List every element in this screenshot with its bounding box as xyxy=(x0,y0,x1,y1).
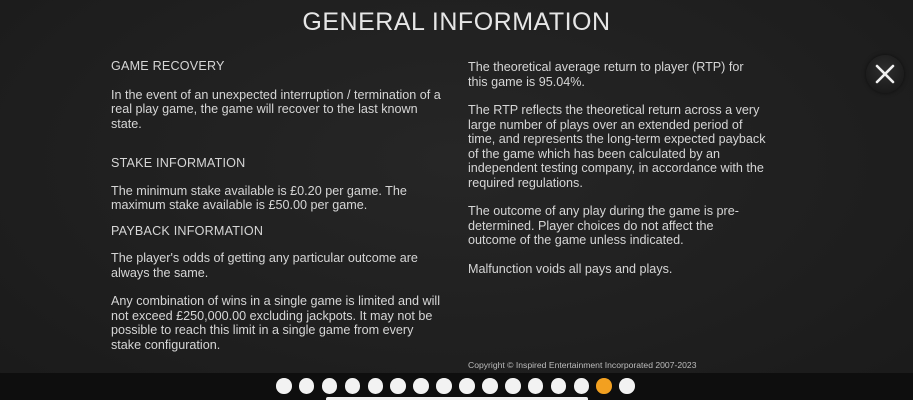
page-dot-5[interactable] xyxy=(368,378,384,394)
payback-text-2: Any combination of wins in a single game is limited and will not exceed £250,000.00 excluding jackpots. It may not be possible to reach this limit in a single game from every stake configuration. xyxy=(111,294,440,352)
payback-text-1: The player's odds of getting any particular outcome are always the same. xyxy=(111,251,418,280)
page-dot-10[interactable] xyxy=(482,378,498,394)
close-icon xyxy=(875,64,895,84)
page-dot-16[interactable] xyxy=(619,378,635,394)
right-column xyxy=(468,60,778,276)
stake-text: The minimum stake available is £0.20 per game. The maximum stake available is £50.00 per game. xyxy=(111,183,407,212)
game-recovery-text: In the event of an unexpected interruption / termination of a real play game, the game will recover to the last known state. xyxy=(111,87,441,131)
page-indicator xyxy=(276,378,635,394)
page-dot-13[interactable] xyxy=(551,378,567,394)
page-dot-6[interactable] xyxy=(390,378,406,394)
payback-heading: PAYBACK INFORMATION xyxy=(111,223,264,238)
page-dot-12[interactable] xyxy=(528,378,544,394)
page-title: GENERAL INFORMATION xyxy=(302,8,611,36)
game-recovery-heading: GAME RECOVERY xyxy=(111,59,225,73)
stake-heading: STAKE INFORMATION xyxy=(111,156,246,170)
page-dot-2[interactable] xyxy=(299,378,315,394)
page-dot-4[interactable] xyxy=(345,378,361,394)
malfunction-text: Malfunction voids all pays and plays. xyxy=(468,261,673,276)
outcome-text: The outcome of any play during the game is pre-determined. Player choices do not affect the outcome of the game unless indicated. xyxy=(468,204,739,247)
page-dot-9[interactable] xyxy=(459,378,475,394)
page-dot-1[interactable] xyxy=(276,378,292,394)
rtp-detail-text: The RTP reflects the theoretical return across a very large number of plays over an extended period of time, and represents the long-term expected payback of the game which has been calculated by an independent testing company, in accordance with the required regulations. xyxy=(468,103,766,190)
page-dot-15[interactable] xyxy=(596,378,612,394)
page-dot-7[interactable] xyxy=(413,378,429,394)
page-dot-3[interactable] xyxy=(322,378,338,394)
page-dot-14[interactable] xyxy=(574,378,590,394)
copyright-text: Copyright © Inspired Entertainment Incorporated 2007-2023 xyxy=(468,360,697,370)
left-column xyxy=(111,59,451,352)
page-dot-8[interactable] xyxy=(436,378,452,394)
close-button[interactable] xyxy=(866,55,904,93)
rtp-text: The theoretical average return to player (RTP) for this game is 95.04%. xyxy=(468,60,744,89)
page-dot-11[interactable] xyxy=(505,378,521,394)
